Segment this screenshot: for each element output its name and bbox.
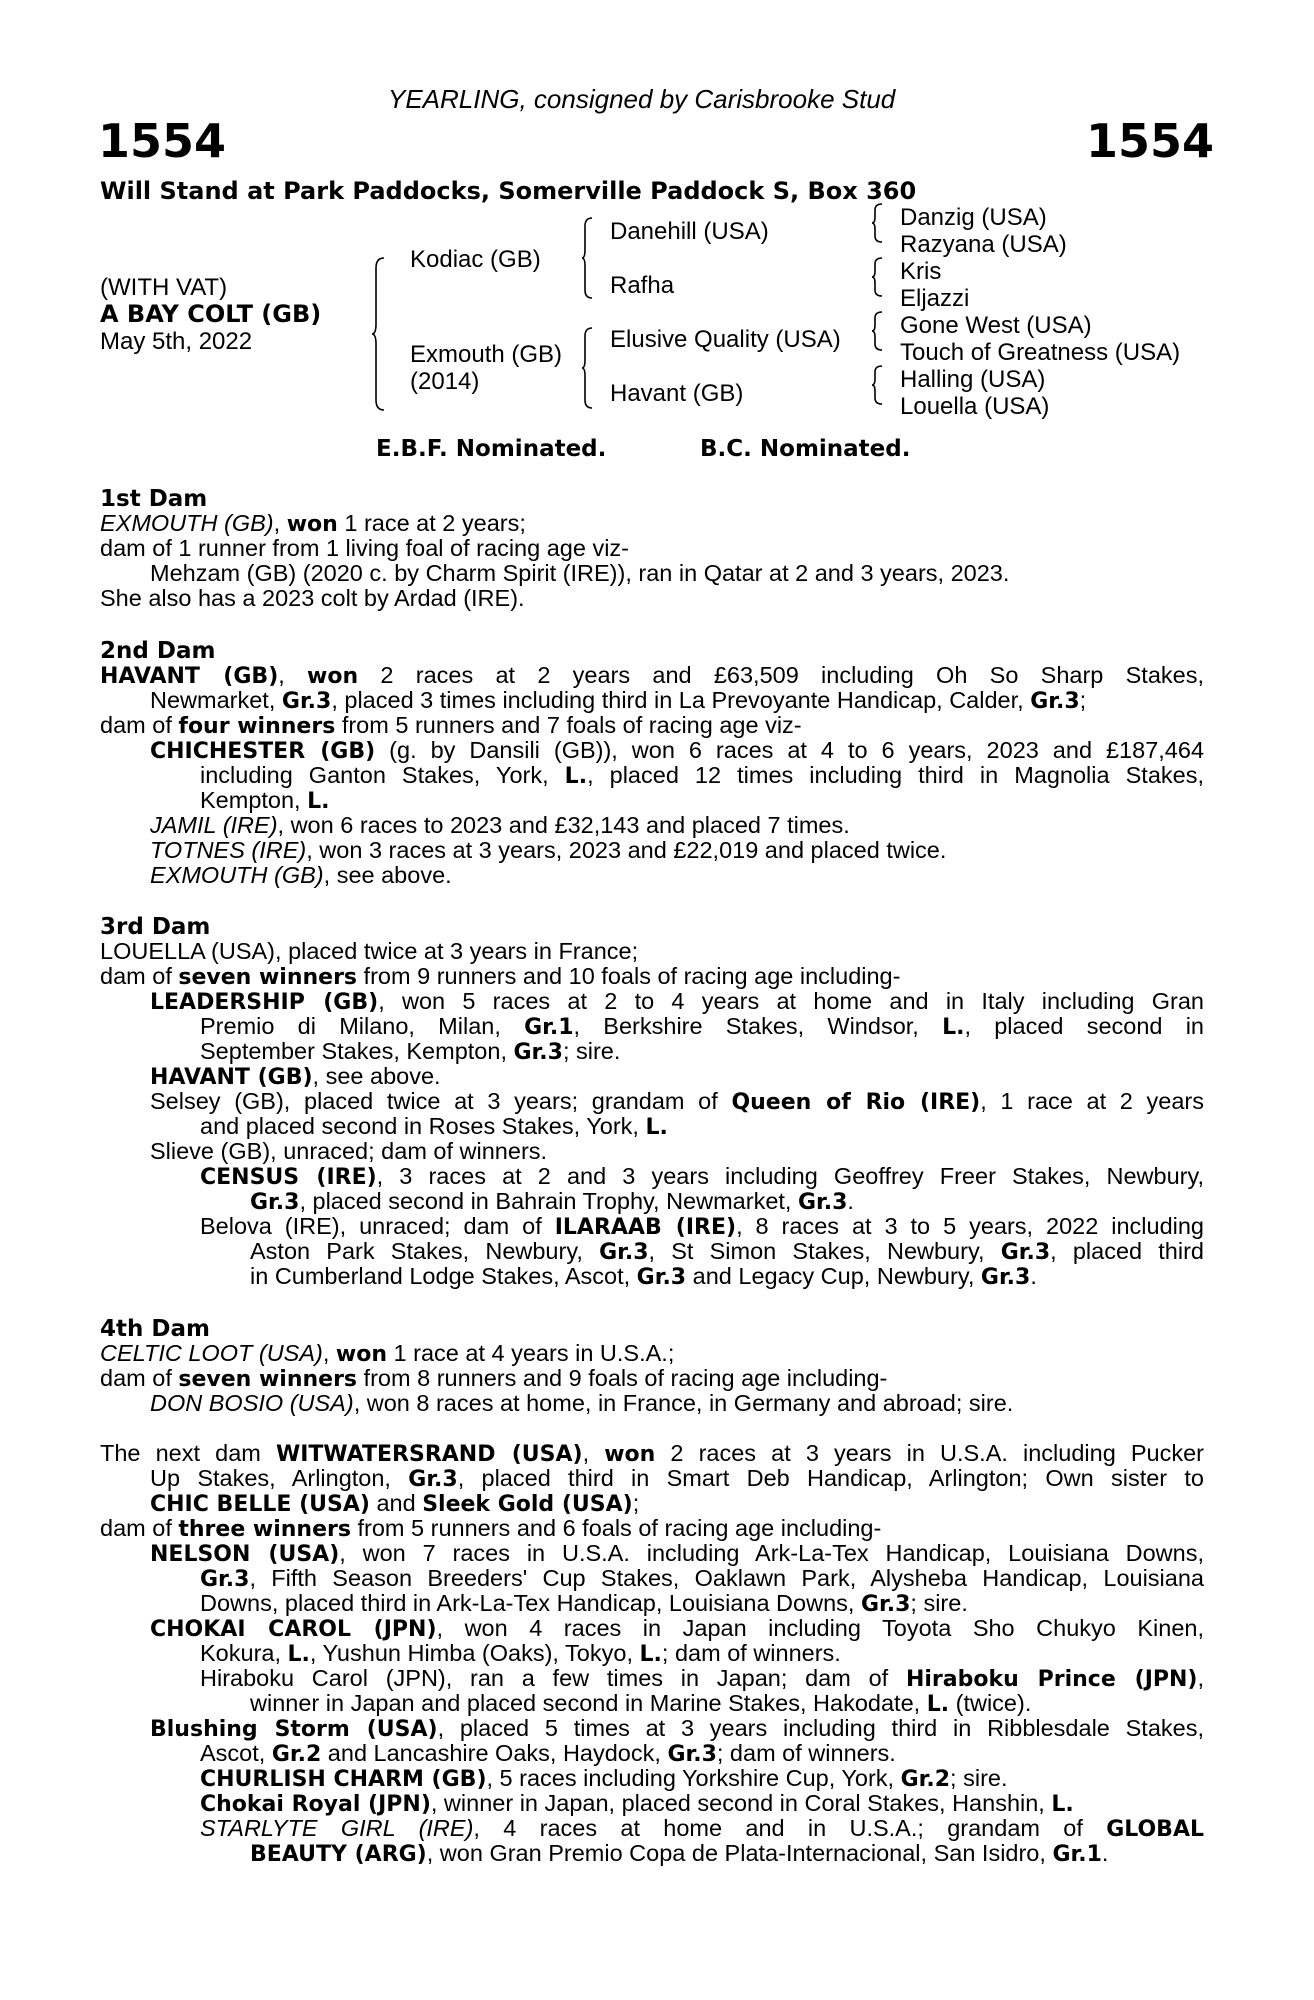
first-dam-line4: She also has a 2023 colt by Ardad (IRE). <box>100 585 525 611</box>
ebf-nomination: E.B.F. Nominated. <box>376 436 607 462</box>
ped-ssd: Razyana (USA) <box>900 231 1067 258</box>
fourth-dam-line1: CELTIC LOOT (USA), won 1 race at 4 years in U.S.A.; <box>100 1340 675 1367</box>
pedigree-bracket-2a <box>582 218 594 298</box>
pedigree-bracket-2b <box>582 328 594 408</box>
second-dam-heading: 2nd Dam <box>100 638 216 664</box>
sale-subtitle: YEARLING, consigned by Carisbrooke Stud <box>388 84 896 114</box>
chichester-line1: CHICHESTER (GB) (g. by Dansili (GB)), won 6 races at 4 to 6 years, 2023 and £187,464 <box>150 737 1205 764</box>
next-dam-line1: The next dam WITWATERSRAND (USA), won 2 races at 3 years in U.S.A. including Pucker <box>100 1440 1205 1467</box>
totnes-line: TOTNES (IRE), won 3 races at 3 years, 2023 and £22,019 and placed twice. <box>150 837 947 863</box>
foaling-date: May 5th, 2022 <box>100 328 253 355</box>
pedigree-bracket-3a <box>872 204 884 242</box>
nelson-line1: NELSON (USA), won 7 races in U.S.A. including Ark-La-Tex Handicap, Louisiana Downs, <box>150 1540 1204 1567</box>
horse-name: A BAY COLT (GB) <box>100 300 322 328</box>
nelson-line3: Downs, placed third in Ark-La-Tex Handicap, Louisiana Downs, Gr.3; sire. <box>200 1590 968 1617</box>
sire-dam: Rafha <box>610 272 675 299</box>
ped-dsd: Touch of Greatness (USA) <box>900 339 1181 366</box>
third-dam-line2: dam of seven winners from 9 runners and 10 foals of racing age including- <box>100 963 901 990</box>
vat-note: (WITH VAT) <box>100 274 228 301</box>
next-dam-line4: dam of three winners from 5 runners and 6 foals of racing age including- <box>100 1515 882 1542</box>
hiraboku-line1: Hiraboku Carol (JPN), ran a few times in Japan; dam of Hiraboku Prince (JPN), <box>200 1665 1205 1692</box>
dam-sire: Elusive Quality (USA) <box>610 326 841 353</box>
chichester-line2: including Ganton Stakes, York, L., placed 12 times including third in Magnolia Stakes, <box>200 762 1204 789</box>
ped-sss: Danzig (USA) <box>900 204 1047 231</box>
first-dam-line1: EXMOUTH (GB), won 1 race at 2 years; <box>100 510 526 537</box>
lot-number-right: 1554 <box>1086 114 1215 168</box>
next-dam-line3: CHIC BELLE (USA) and Sleek Gold (USA); <box>150 1490 640 1517</box>
third-dam-heading: 3rd Dam <box>100 914 211 940</box>
belova-line1: Belova (IRE), unraced; dam of ILARAAB (IRE), 8 races at 3 to 5 years, 2022 including <box>200 1213 1205 1240</box>
next-dam-line2: Up Stakes, Arlington, Gr.3, placed third in Smart Deb Handicap, Arlington; Own sister to <box>150 1465 1204 1492</box>
pedigree-bracket-3c <box>872 312 884 350</box>
ped-sds: Kris <box>900 258 942 285</box>
census-line1: CENSUS (IRE), 3 races at 2 and 3 years including Geoffrey Freer Stakes, Newbury, <box>200 1163 1205 1190</box>
blushing-storm-line1: Blushing Storm (USA), placed 5 times at 3 years including third in Ribblesdale Stakes, <box>150 1715 1204 1742</box>
ped-dss: Gone West (USA) <box>900 312 1092 339</box>
belova-line2: Aston Park Stakes, Newbury, Gr.3, St Simon Stakes, Newbury, Gr.3, placed third <box>250 1238 1204 1265</box>
nelson-line2: Gr.3, Fifth Season Breeders' Cup Stakes, Oaklawn Park, Alysheba Handicap, Louisiana <box>200 1565 1204 1592</box>
bc-nomination: B.C. Nominated. <box>700 436 911 462</box>
second-dam-line2: Newmarket, Gr.3, placed 3 times including third in La Prevoyante Handicap, Calder, Gr.3; <box>150 687 1087 714</box>
chokai-royal-line: Chokai Royal (JPN), winner in Japan, placed second in Coral Stakes, Hanshin, L. <box>200 1790 1074 1817</box>
chokai-carol-line2: Kokura, L., Yushun Himba (Oaks), Tokyo, L.; dam of winners. <box>200 1640 841 1667</box>
jamil-line: JAMIL (IRE), won 6 races to 2023 and £32,143 and placed 7 times. <box>150 812 850 838</box>
ped-ddd: Louella (USA) <box>900 393 1050 420</box>
fourth-dam-line2: dam of seven winners from 8 runners and 9 foals of racing age including- <box>100 1365 888 1392</box>
lot-number-left: 1554 <box>98 114 227 168</box>
slieve-line: Slieve (GB), unraced; dam of winners. <box>150 1138 548 1164</box>
churlish-charm-line: CHURLISH CHARM (GB), 5 races including Yorkshire Cup, York, Gr.2; sire. <box>200 1765 1008 1792</box>
first-dam-heading: 1st Dam <box>100 486 208 512</box>
exmouth-ref-line: EXMOUTH (GB), see above. <box>150 862 452 888</box>
stand-location: Will Stand at Park Paddocks, Somerville Paddock S, Box 360 <box>100 177 917 205</box>
sire-sire: Danehill (USA) <box>610 218 769 245</box>
hiraboku-line2: winner in Japan and placed second in Marine Stakes, Hakodate, L. (twice). <box>250 1690 1032 1717</box>
fourth-dam-heading: 4th Dam <box>100 1316 210 1342</box>
pedigree-bracket-3b <box>872 258 884 296</box>
ped-dds: Halling (USA) <box>900 366 1046 393</box>
havant-ref-line: HAVANT (GB), see above. <box>150 1063 441 1090</box>
pedigree-bracket-3d <box>872 366 884 404</box>
dam-dam: Havant (GB) <box>610 380 744 407</box>
chichester-line3: Kempton, L. <box>200 787 330 814</box>
don-bosio-line: DON BOSIO (USA), won 8 races at home, in France, in Germany and abroad; sire. <box>150 1390 1014 1416</box>
starlyte-line1: STARLYTE GIRL (IRE), 4 races at home and in U.S.A.; grandam of GLOBAL <box>200 1815 1204 1842</box>
belova-line3: in Cumberland Lodge Stakes, Ascot, Gr.3 and Legacy Cup, Newbury, Gr.3. <box>250 1263 1037 1290</box>
blushing-storm-line2: Ascot, Gr.2 and Lancashire Oaks, Haydock, Gr.3; dam of winners. <box>200 1740 896 1767</box>
pedigree-bracket-1 <box>372 258 386 410</box>
selsey-line2: and placed second in Roses Stakes, York, L. <box>200 1113 668 1140</box>
second-dam-line3: dam of four winners from 5 runners and 7 foals of racing age viz- <box>100 712 802 739</box>
leadership-line3: September Stakes, Kempton, Gr.3; sire. <box>200 1038 621 1065</box>
first-dam-line2: dam of 1 runner from 1 living foal of racing age viz- <box>100 535 630 561</box>
leadership-line2: Premio di Milano, Milan, Gr.1, Berkshire Stakes, Windsor, L., placed second in <box>200 1013 1204 1040</box>
second-dam-line1: HAVANT (GB), won 2 races at 2 years and £63,509 including Oh So Sharp Stakes, <box>100 662 1205 689</box>
chokai-carol-line1: CHOKAI CAROL (JPN), won 4 races in Japan including Toyota Sho Chukyo Kinen, <box>150 1615 1204 1642</box>
starlyte-line2: BEAUTY (ARG), won Gran Premio Copa de Plata-Internacional, San Isidro, Gr.1. <box>250 1840 1109 1867</box>
third-dam-line1: LOUELLA (USA), placed twice at 3 years in France; <box>100 938 639 964</box>
leadership-line1: LEADERSHIP (GB), won 5 races at 2 to 4 years at home and in Italy including Gran <box>150 988 1204 1015</box>
selsey-line1: Selsey (GB), placed twice at 3 years; grandam of Queen of Rio (IRE), 1 race at 2 years <box>150 1088 1204 1115</box>
ped-sdd: Eljazzi <box>900 285 970 312</box>
dam-name: Exmouth (GB) <box>410 341 563 368</box>
dam-year: (2014) <box>410 368 480 395</box>
census-line2: Gr.3, placed second in Bahrain Trophy, Newmarket, Gr.3. <box>250 1188 854 1215</box>
sire-name: Kodiac (GB) <box>410 246 541 273</box>
first-dam-line3: Mehzam (GB) (2020 c. by Charm Spirit (IRE)), ran in Qatar at 2 and 3 years, 2023. <box>150 560 1010 586</box>
